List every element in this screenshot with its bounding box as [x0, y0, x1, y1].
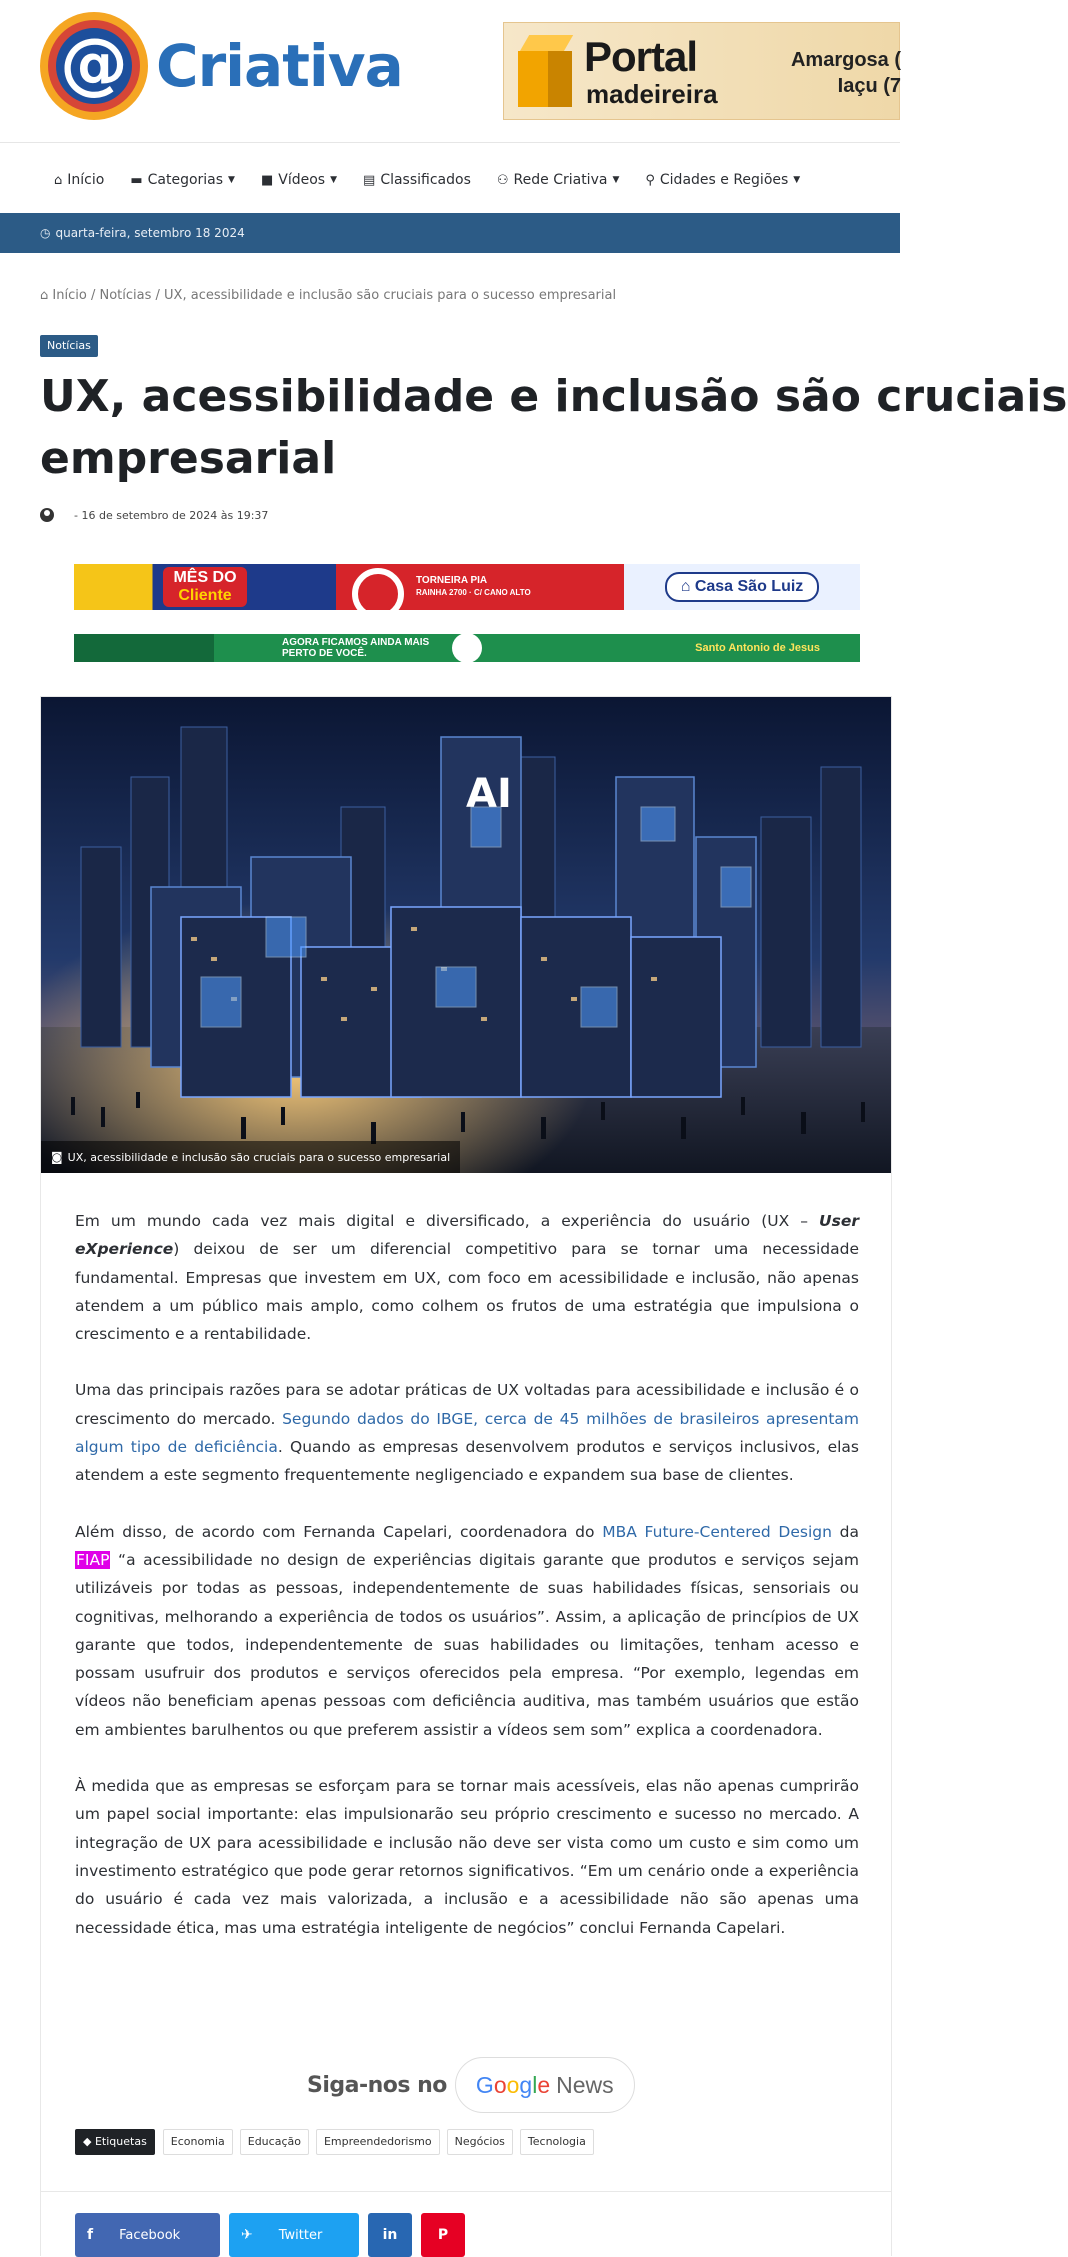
article-title: UX, acessibilidade e inclusão são cruciais empresarial	[40, 371, 1068, 484]
ad-brand-line2: madeireira	[586, 79, 718, 109]
ad-mes-do-cliente[interactable]: MÊS DO Cliente	[74, 564, 336, 610]
caret-down-icon: ▼	[228, 175, 235, 185]
article-body	[75, 1207, 859, 1970]
tag-negocios[interactable]: Negócios	[447, 2129, 513, 2155]
tag-tecnologia[interactable]: Tecnologia	[520, 2129, 594, 2155]
tag-economia[interactable]: Economia	[163, 2129, 233, 2155]
paragraph-2: Uma das principais razões para se adotar práticas de UX voltadas para acessibilidade e inclusão é o crescimento do mercado. Segundo dados do IBGE, cerca de 45 milhões de brasileiros apresentam algum tipo de deficiência. Quando as empresas desenvolvem produtos e serviços inclusivos, elas atendem a este segmento frequentemente negligenciado e expandem sua base de clientes.	[75, 1381, 860, 1485]
nav-label: Cidades e Regiões	[659, 172, 789, 188]
breadcrumb: ⌂ Início / Notícias / UX, acessibilidade e inclusão são cruciais para o sucesso empresarial	[40, 288, 617, 303]
home-icon: ⌂	[54, 172, 63, 188]
ad-brand-line1: Portal	[584, 33, 698, 80]
breadcrumb-current: UX, acessibilidade e inclusão são cruciais para o sucesso empresarial	[164, 288, 617, 303]
ad-banner-row-1	[74, 564, 860, 610]
camera-icon: ◙	[51, 1150, 63, 1164]
ad-banner-row-2[interactable]: AGORA FICAMOS AINDA MAIS PERTO DE VOCÊ. Santo Antonio de Jesus	[74, 634, 860, 662]
logo-at-symbol: @	[60, 24, 128, 103]
post-date: - 16 de setembro de 2024 às 19:37	[74, 508, 269, 522]
google-news-button[interactable]: G o o g l e News	[455, 2057, 635, 2113]
mba-link[interactable]: MBA Future-Centered Design	[602, 1522, 832, 1541]
map-marker-icon: ⚲	[645, 172, 655, 188]
nav-item-cidades[interactable]	[645, 172, 800, 188]
facebook-icon: f	[87, 2227, 94, 2243]
tag-icon: ◆	[83, 2135, 95, 2148]
author-avatar-icon[interactable]	[40, 508, 54, 522]
share-facebook-button[interactable]: f Facebook	[75, 2213, 220, 2257]
nav-label: Início	[67, 172, 105, 188]
nav-item-videos[interactable]	[261, 172, 337, 188]
home-icon: ⌂	[40, 288, 49, 303]
nav-label: Rede Criativa	[513, 172, 608, 188]
logo-mark	[40, 12, 148, 120]
nav-item-inicio[interactable]	[54, 172, 104, 188]
nav-item-classificados[interactable]	[363, 172, 471, 188]
tags-list	[75, 2129, 601, 2155]
fiap-highlight: FIAP	[76, 1550, 110, 1569]
featured-image[interactable]	[41, 697, 891, 1173]
divider	[41, 2191, 891, 2192]
paragraph-3: Além disso, de acordo com Fernanda Capelari, coordenadora do MBA Future-Centered Design da FIAP “a acessibilidade no design de experiências digitais garante que produtos e serviços sejam utilizáveis por todas as pessoas, independentemente de suas habilidades físicas, sensoriais ou cognitivas, melhorando a experiência de todos os usuários”. Assim, a aplicação de princípios de UX garante que todos, independentemente de suas habilidades ou limitações, tenham acesso e possam usufruir dos produtos e serviços oferecidos pela empresa. “Por exemplo, legendas em vídeos não beneficiam apenas pessoas com deficiência auditiva, mas também usuários que estão em ambientes barulhentos ou que preferem assistir a vídeos sem som” explica a coordenadora.	[75, 1522, 860, 1739]
nav-label: Categorias	[147, 172, 224, 188]
caret-down-icon: ▼	[793, 175, 801, 185]
nav-item-categorias[interactable]	[130, 172, 235, 188]
share-twitter-button[interactable]: ✈ Twitter	[229, 2213, 359, 2257]
ad-casa-sao-luiz[interactable]: ⌂ Casa São Luiz	[624, 564, 860, 610]
ad-locations: Amargosa ( Iaçu (7	[790, 49, 901, 97]
tags-header: ◆ Etiquetas	[75, 2129, 155, 2155]
breadcrumb-section[interactable]: Notícias	[99, 288, 152, 303]
ad-torneira[interactable]: TORNEIRA PIA RAINHA 2700 · C/ CANO ALTO	[336, 564, 624, 610]
clock-icon: ◷	[40, 226, 51, 240]
caret-down-icon: ▼	[330, 175, 338, 185]
top-banner-ad[interactable]	[503, 22, 900, 120]
ibge-link[interactable]: Segundo dados do IBGE, cerca de 45 milhões de brasileiros apresentam algum tipo de deficiência	[75, 1409, 860, 1457]
video-icon: ■	[260, 172, 274, 188]
image-caption: ◙ UX, acessibilidade e inclusão são cruciais para o sucesso empresarial	[41, 1141, 460, 1173]
nav-label: Vídeos	[278, 172, 326, 188]
site-logo[interactable]	[40, 12, 403, 120]
newspaper-icon: ▤	[363, 172, 376, 188]
follow-label: Siga-nos no	[307, 2072, 447, 2098]
site-header	[0, 0, 900, 143]
category-badge[interactable]: Notícias	[40, 335, 98, 357]
nav-label: Classificados	[380, 172, 471, 188]
paragraph-4: À medida que as empresas se esforçam para se tornar mais acessíveis, elas não apenas cumprirão um papel social importante: elas impulsionarão seu próprio crescimento e sucesso no mercado. A integração de UX para acessibilidade e inclusão não deve ser vista como um custo e sim como um investimento estratégico que pode gerar retornos significativos. “Em um cenário onde a experiência do usuário é cada vez mais valorizada, a inclusão e a acessibilidade não são apenas uma necessidade ética, mas uma estratégia inteligente de negócios” conclui Fernanda Capelari.	[75, 1777, 859, 1937]
tag-empreendedorismo[interactable]: Empreendedorismo	[316, 2129, 440, 2155]
tag-educacao[interactable]: Educação	[240, 2129, 309, 2155]
pinterest-icon: P	[437, 2227, 449, 2243]
article-meta	[40, 508, 268, 522]
house-icon: ⌂	[680, 578, 695, 595]
article-card	[40, 696, 892, 2256]
share-buttons	[75, 2213, 474, 2257]
share-pinterest-button[interactable]	[421, 2213, 465, 2257]
date-bar	[0, 213, 900, 253]
city-skyline-illustration	[41, 697, 891, 1173]
sitemap-icon: ⚇	[496, 172, 509, 188]
paragraph-1: Em um mundo cada vez mais digital e diversificado, a experiência do usuário (UX – User eXperience) deixou de ser um diferencial competitivo para se tornar uma necessidade fundamental. Empresas que investem em UX, com foco em acessibilidade e inclusão, não apenas atendem a um público mais amplo, como colhem os frutos de uma estratégia que impulsiona o crescimento e a rentabilidade.	[75, 1212, 859, 1344]
follow-google-news	[307, 2057, 635, 2113]
main-nav	[0, 150, 900, 210]
twitter-icon: ✈	[241, 2227, 253, 2243]
breadcrumb-home[interactable]: Início	[52, 288, 87, 303]
tower-ai-label: AI	[466, 771, 512, 817]
linkedin-icon: in	[382, 2227, 398, 2243]
logo-text: Criativa	[156, 32, 403, 100]
share-linkedin-button[interactable]	[368, 2213, 412, 2257]
caret-down-icon: ▼	[612, 175, 620, 185]
cube-icon	[518, 33, 572, 111]
folder-icon: ▬	[130, 172, 143, 188]
nav-item-rede-criativa[interactable]	[497, 172, 619, 188]
current-date: quarta-feira, setembro 18 2024	[55, 226, 245, 240]
